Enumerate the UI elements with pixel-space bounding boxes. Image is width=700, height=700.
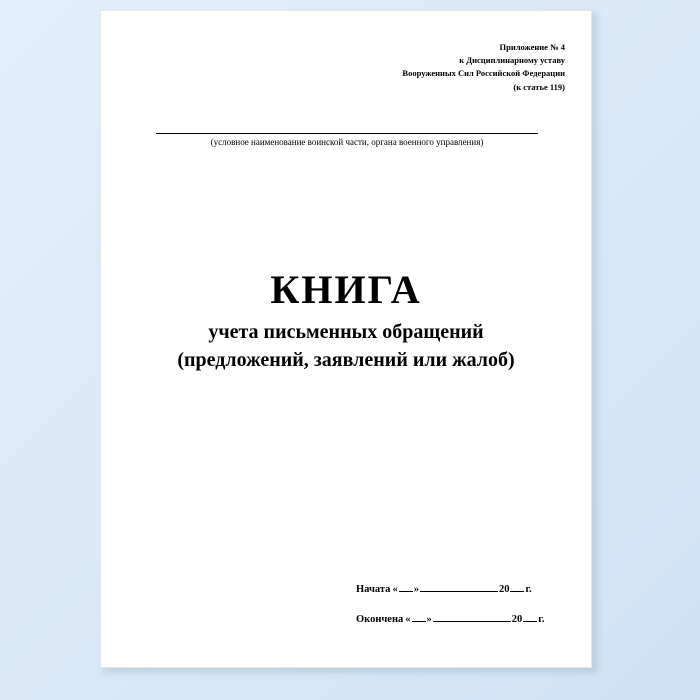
started-quote-close: »	[413, 584, 419, 595]
appendix-line-1: Приложение № 4	[499, 42, 565, 52]
started-year-blank	[510, 581, 524, 592]
page-title: КНИГА	[270, 267, 422, 312]
started-year-suffix: г.	[525, 584, 532, 595]
finished-quote-close: »	[426, 614, 432, 625]
started-label: Начата	[356, 584, 391, 595]
unit-name-field	[156, 133, 538, 147]
appendix-line-4: (к статье 119)	[513, 81, 565, 92]
finished-label: Окончена	[356, 614, 404, 625]
finished-day-blank	[412, 611, 426, 622]
title-block	[101, 269, 591, 372]
page-subtitle-2: (предложений, заявлений или жалоб)	[177, 349, 515, 371]
dates-block	[356, 581, 571, 641]
unit-name-caption: (условное наименование воинской части, органа военного управления)	[210, 137, 484, 147]
appendix-line-2: к Дисциплинарному уставу	[459, 55, 565, 66]
started-row	[356, 581, 571, 595]
appendix-reference	[402, 41, 565, 94]
finished-row	[356, 611, 571, 625]
started-day-blank	[399, 581, 413, 592]
finished-year-prefix: 20	[511, 614, 523, 625]
started-year-prefix: 20	[498, 584, 510, 595]
page-subtitle-1: учета письменных обращений	[208, 321, 484, 343]
book-cover-page	[100, 10, 592, 668]
unit-name-rule	[156, 133, 538, 134]
finished-month-blank	[433, 611, 511, 622]
finished-year-suffix: г.	[538, 614, 545, 625]
finished-quote-open: «	[405, 614, 411, 625]
finished-year-blank	[523, 611, 537, 622]
appendix-line-3: Вооруженных Сил Российской Федерации	[402, 68, 565, 79]
started-quote-open: «	[392, 584, 398, 595]
started-month-blank	[420, 581, 498, 592]
